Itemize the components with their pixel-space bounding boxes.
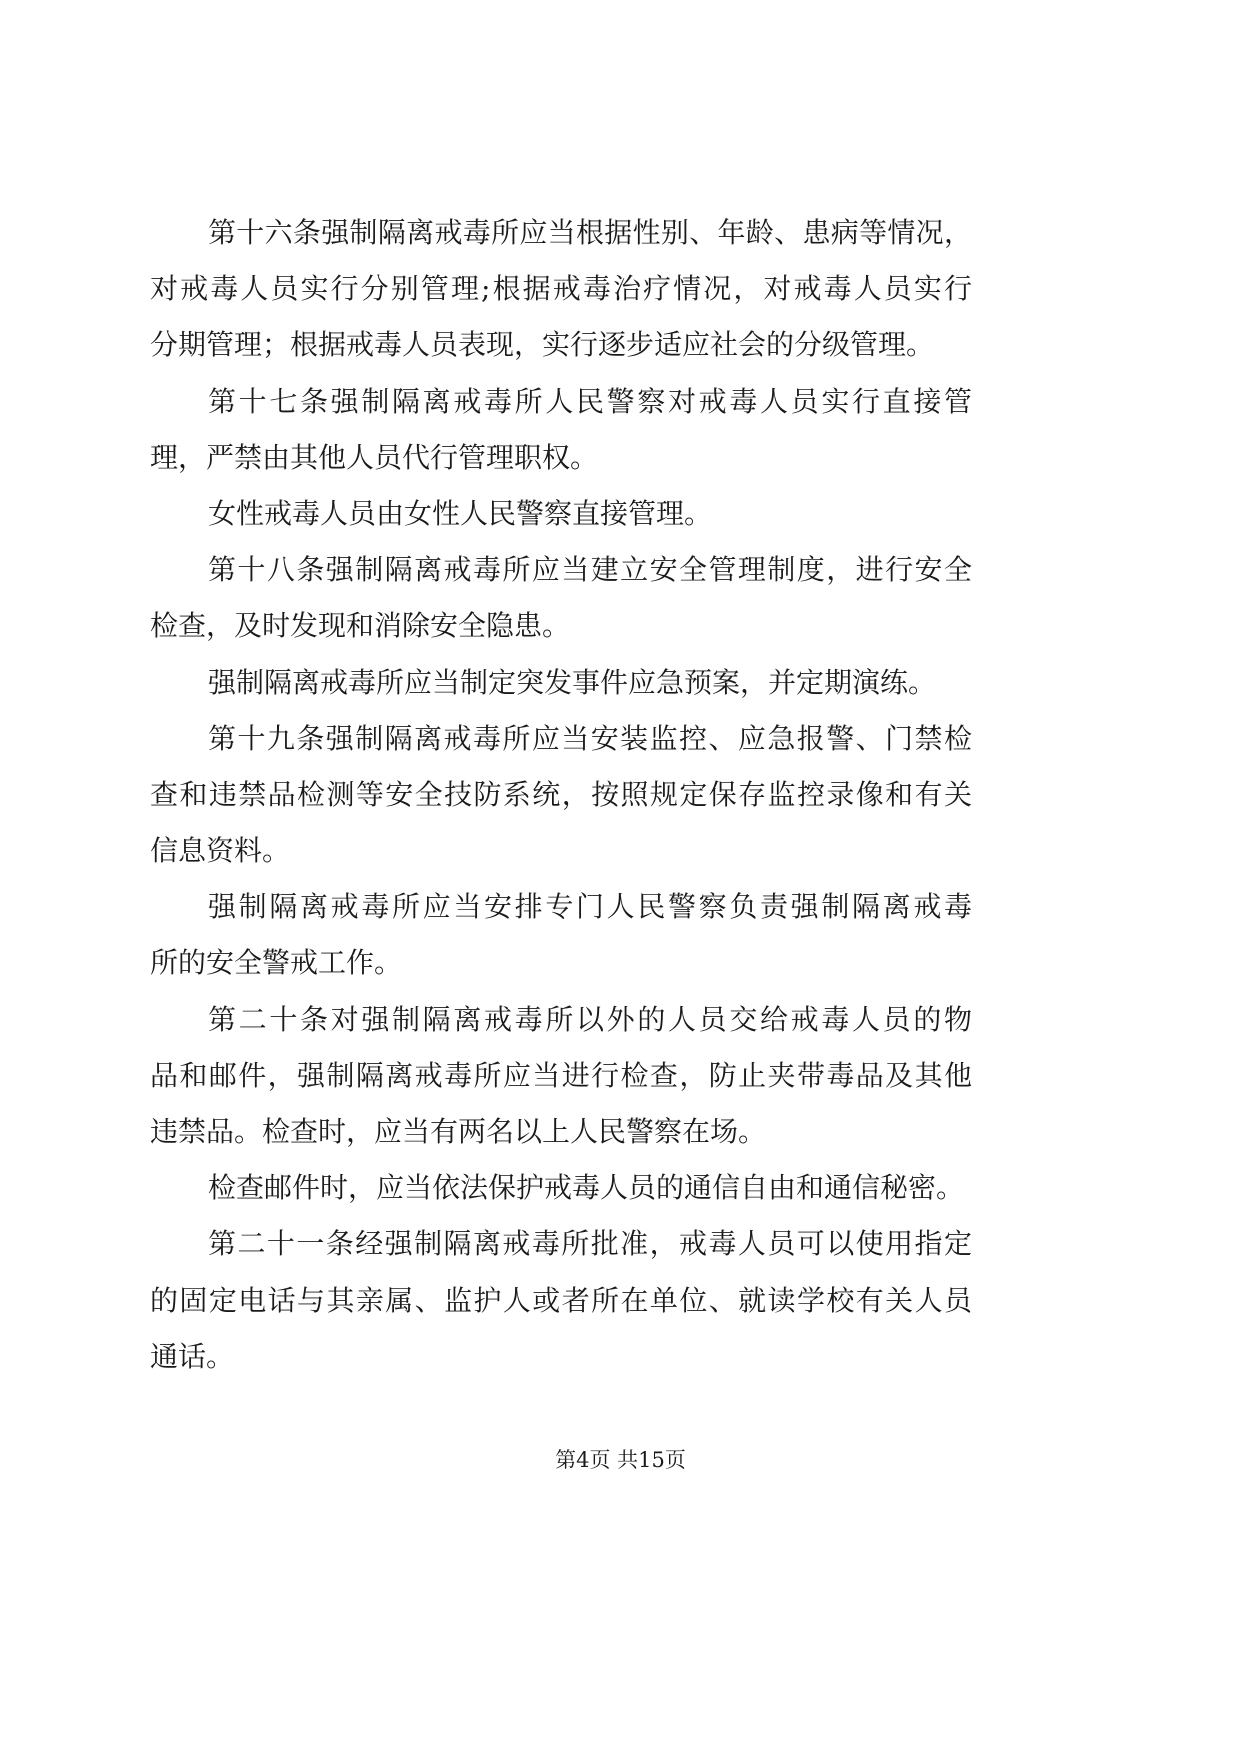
paragraph — [150, 380, 972, 492]
document-body — [150, 211, 972, 1391]
paragraph — [150, 548, 972, 660]
text-line: 查和违禁品检测等安全技防系统，按照规定保存监控录像和有关 — [150, 777, 972, 811]
text-line: 第十八条强制隔离戒毒所应当建立安全管理制度，进行安全 — [208, 553, 972, 587]
text-line: 分期管理；根据戒毒人员表现，实行逐步适应社会的分级管理。 — [150, 328, 935, 362]
text-line: 检查，及时发现和消除安全隐患。 — [150, 609, 571, 643]
text-line: 违禁品。检查时，应当有两名以上人民警察在场。 — [150, 1115, 767, 1148]
text-line: 检查邮件时，应当依法保护戒毒人员的通信自由和通信秘密。 — [208, 1171, 965, 1205]
paragraph — [150, 885, 972, 997]
paragraph — [150, 492, 972, 548]
paragraph — [150, 717, 972, 886]
text-line: 品和邮件，强制隔离戒毒所应当进行检查，防止夹带毒品及其他 — [150, 1058, 972, 1092]
text-line: 第二十一条经强制隔离戒毒所批准，戒毒人员可以使用指定 — [208, 1227, 972, 1261]
text-line: 所的安全警戒工作。 — [150, 946, 403, 980]
paragraph — [150, 1166, 972, 1222]
text-line: 对戒毒人员实行分别管理;根据戒毒治疗情况，对戒毒人员实行 — [150, 272, 972, 306]
text-line: 强制隔离戒毒所应当制定突发事件应急预案，并定期演练。 — [208, 665, 937, 699]
text-line: 第十六条强制隔离戒毒所应当根据性别、年龄、患病等情况， — [208, 216, 972, 249]
paragraph — [150, 211, 972, 380]
text-line: 第二十条对强制隔离戒毒所以外的人员交给戒毒人员的物 — [208, 1002, 972, 1036]
text-line: 信息资料。 — [150, 834, 291, 868]
text-line: 第十七条强制隔离戒毒所人民警察对戒毒人员实行直接管 — [208, 384, 972, 418]
text-line: 女性戒毒人员由女性人民警察直接管理。 — [208, 496, 713, 530]
page-footer: 第4页 共15页 — [555, 1448, 686, 1472]
paragraph — [150, 1222, 972, 1391]
text-line: 通话。 — [150, 1339, 235, 1373]
paragraph — [150, 998, 972, 1167]
text-line: 强制隔离戒毒所应当安排专门人民警察负责强制隔离戒毒 — [208, 890, 972, 924]
text-line: 理，严禁由其他人员代行管理职权。 — [150, 440, 599, 474]
paragraph — [150, 661, 972, 717]
text-line: 第十九条强制隔离戒毒所应当安装监控、应急报警、门禁检 — [208, 721, 972, 755]
text-line: 的固定电话与其亲属、监护人或者所在单位、就读学校有关人员 — [150, 1283, 972, 1317]
